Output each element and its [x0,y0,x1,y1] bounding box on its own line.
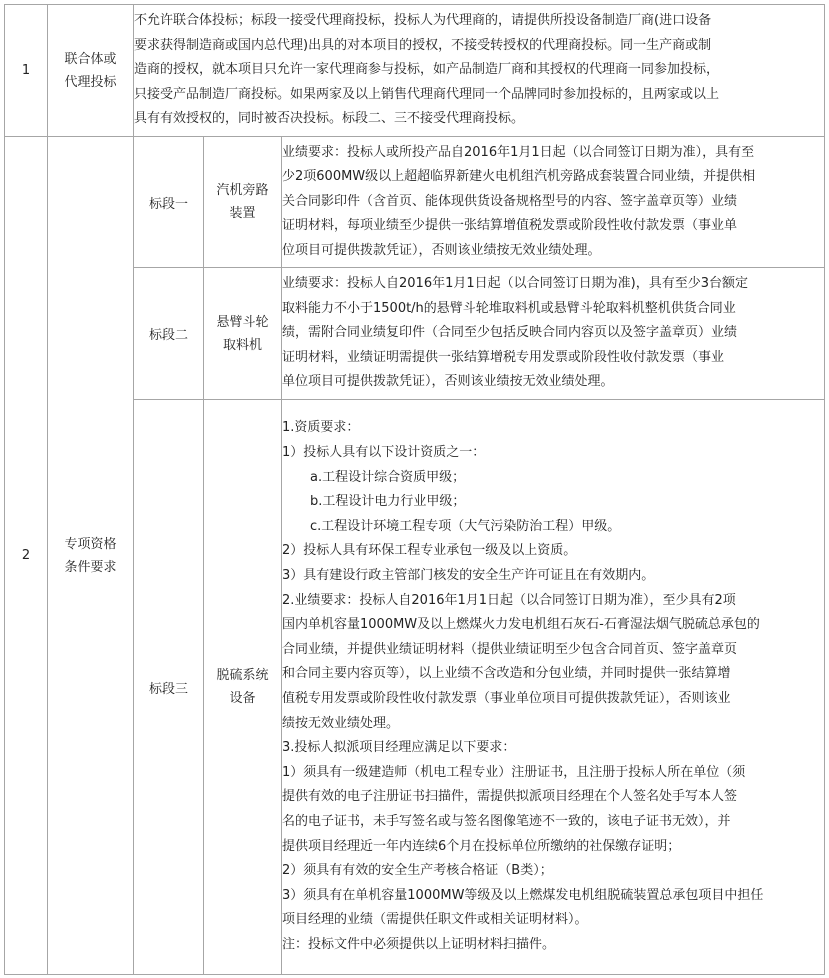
item-cell [204,400,282,975]
category-line: 专项资格 [64,536,117,552]
row-number: 2 [5,137,48,975]
category-cell [48,5,134,137]
text-line: 注：投标文件中必须提供以上证明材料扫描件。 [282,936,556,952]
segment-label: 标段一 [134,137,204,268]
text-line: 3.投标人拟派项目经理应满足以下要求： [282,740,516,756]
item-line: 装置 [229,206,256,221]
text-line: 3）具有建设行政主管部门核发的安全生产许可证且在有效期内。 [282,568,655,584]
text-line: 少2项600MW级以上超超临界新建火电机组汽机旁路成套装置合同业绩，并提供相 [282,169,756,185]
item-line: 取料机 [222,337,262,353]
segment-label: 标段二 [134,268,204,400]
category-line: 条件要求 [64,559,117,575]
category-line: 联合体或 [64,51,117,67]
requirement-text [282,268,825,400]
table-row [5,137,825,268]
requirement-text [134,5,825,137]
text-line: 造商的授权，就本项目只允许一家代理商参与投标，如产品制造厂商和其授权的代理商一同参加投标， [134,62,720,78]
text-line: 绩，需附合同业绩复印件（合同至少包括反映合同内容页以及签字盖章页）业绩 [282,325,738,341]
text-line: 业绩要求：投标人或所投产品自2016年1月1日起（以合同签订日期为准），具有至 [282,144,755,160]
text-line: 和合同主要内容页等），以上业绩不含改造和分包业绩，并同时提供一张结算增 [282,666,731,682]
row-number: 1 [5,5,48,137]
item-line: 汽机旁路 [216,183,269,198]
requirement-text [282,400,825,975]
text-line: 国内单机容量1000MW及以上燃煤火力发电机组石灰石-石膏湿法烟气脱硫总承包的 [282,617,760,633]
table-row [5,5,825,137]
text-line: 证明材料，每项业绩至少提供一张结算增值税发票或阶段性收付款发票（事业单 [282,218,738,234]
text-line: 业绩要求：投标人自2016年1月1日起（以合同签订日期为准)，具有至少3台额定 [282,276,748,292]
text-line: 只接受产品制造厂商投标。如果两家及以上销售代理商代理同一个品牌同时参加投标的，且两家或以上 [134,86,720,102]
text-line: 要求获得制造商或国内总代理)出具的对本项目的授权，不接受转授权的代理商投标。同一生产商或制 [134,37,712,53]
item-line: 脱硫系统 [216,668,269,683]
text-line: c.工程设计环境工程专项（大气污染防治工程）甲级。 [310,518,621,534]
text-line: 1）投标人具有以下设计资质之一： [282,445,486,461]
text-line: 提供有效的电子注册证书扫描件，需提供拟派项目经理在个人签名处手写本人签 [282,789,738,805]
text-line: 名的电子证书，未手写签名或与签名图像笔迹不一致的，该电子证书无效），并 [282,813,731,829]
text-line: 值税专用发票或阶段性收付款发票（事业单位项目可提供拨款凭证），否则该业 [282,691,731,706]
text-line: 2.业绩要求：投标人自2016年1月1日起（以合同签订日期为准），至少具有2项 [282,592,736,608]
text-line: 项目经理的业绩（需提供任职文件或相关证明材料）。 [282,912,588,928]
text-line: 关合同影印件（含首页、能体现供货设备规格型号的内容、签字盖章页等）业绩 [282,193,738,209]
text-line: 单位项目可提供拨款凭证），否则该业绩按无效业绩处理。 [282,374,614,390]
text-line: 具有有效授权的，同时被否决投标。标段二、三不接受代理商投标。 [134,111,525,127]
text-line: 1）须具有一级建造师（机电工程专业）注册证书，且注册于投标人所在单位（须 [282,764,746,780]
text-line: 2）投标人具有环保工程专业承包一级及以上资质。 [282,543,577,559]
text-line: 不允许联合体投标；标段一接受代理商投标，投标人为代理商的，请提供所投设备制造厂商(进口设备 [134,13,712,29]
text-line: 合同业绩，并提供业绩证明材料（提供业绩证明至少包含合同首页、签字盖章页 [282,641,738,657]
item-cell [204,268,282,400]
item-line: 悬臂斗轮 [216,314,269,330]
item-cell [204,137,282,268]
segment-label: 标段三 [134,400,204,975]
text-line: 2）须具有有效的安全生产考核合格证（B类）； [282,863,553,879]
item-line: 设备 [229,691,256,706]
text-line: b.工程设计电力行业甲级； [310,494,466,510]
category-cell [48,137,134,975]
text-line: 1.资质要求： [282,420,360,436]
text-line: 提供项目经理近一年内连续6个月在投标单位所缴纳的社保缴存证明； [282,838,681,854]
text-line: a.工程设计综合资质甲级； [310,469,466,485]
text-line: 位项目可提供拨款凭证），否则该业绩按无效业绩处理。 [282,242,601,258]
category-line: 代理投标 [64,74,117,90]
text-line: 取料能力不小于1500t/h的悬臂斗轮堆取料机或悬臂斗轮取料机整机供货合同业 [282,300,736,316]
requirements-table [4,4,825,975]
text-line: 3）须具有在单机容量1000MW等级及以上燃煤发电机组脱硫装置总承包项目中担任 [282,887,764,903]
requirement-text [282,137,825,268]
text-line: 绩按无效业绩处理。 [282,715,400,731]
text-line: 证明材料，业绩证明需提供一张结算增税专用发票或阶段性收付款发票（事业 [282,349,725,365]
